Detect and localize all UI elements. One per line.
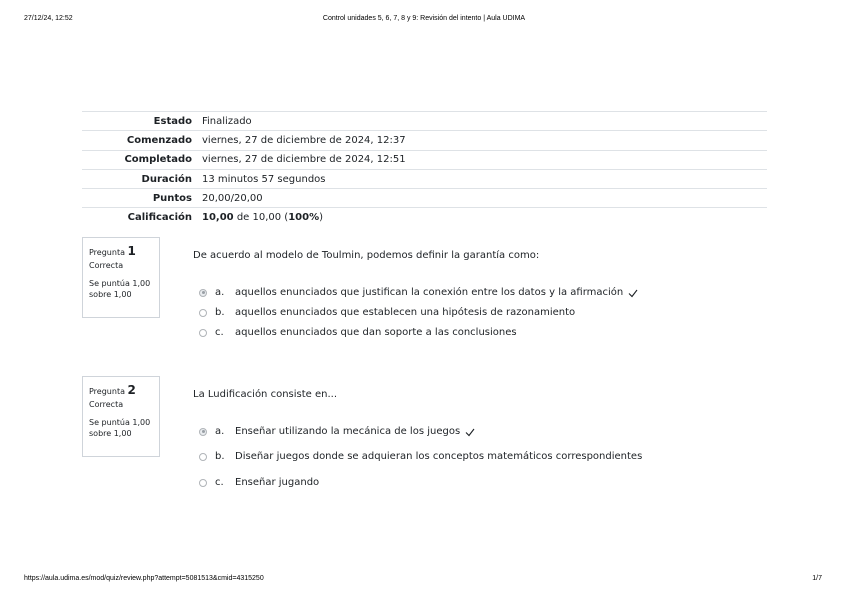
page-number: 1/7 (812, 575, 822, 582)
grade-percent: 100% (288, 212, 320, 224)
print-url: https://aula.udima.es/mod/quiz/review.php?attempt=5081513&cmid=4315250 (24, 575, 264, 582)
question-number (89, 244, 153, 258)
summary-value: Finalizado (202, 115, 252, 127)
check-icon (628, 288, 638, 298)
question-info-2 (82, 376, 160, 457)
summary-row-duracion (82, 169, 767, 188)
answer-option-1a[interactable] (199, 287, 638, 298)
answer-letter: a. (215, 287, 225, 298)
summary-label: Completado (124, 154, 192, 166)
grade-value: 10,00 (202, 212, 234, 224)
summary-value: viernes, 27 de diciembre de 2024, 12:37 (202, 134, 406, 146)
summary-row-calificacion (82, 208, 767, 227)
answer-letter: b. (215, 307, 225, 318)
summary-row-comenzado (82, 131, 767, 150)
summary-value (198, 208, 767, 227)
attempt-summary-table (82, 111, 767, 227)
question-number (89, 383, 153, 397)
answer-option-2c[interactable] (199, 477, 319, 488)
radio-checked-icon[interactable] (199, 289, 207, 297)
question-grade: Se puntúa 1,00 sobre 1,00 (89, 418, 151, 438)
question-grade: Se puntúa 1,00 sobre 1,00 (89, 279, 151, 299)
summary-label: Estado (153, 115, 192, 127)
grade-mid: de 10,00 ( (233, 212, 289, 224)
question-label: Pregunta (89, 248, 125, 257)
summary-label: Puntos (152, 192, 192, 204)
answer-option-2a[interactable] (199, 426, 475, 437)
question-number-value: 2 (127, 383, 136, 397)
radio-icon[interactable] (199, 479, 207, 487)
answer-option-1c[interactable] (199, 327, 517, 338)
radio-icon[interactable] (199, 309, 207, 317)
radio-checked-icon[interactable] (199, 428, 207, 436)
answer-letter: b. (215, 451, 225, 462)
grade-end: ) (319, 212, 324, 224)
answer-letter: c. (215, 477, 224, 488)
question-text-1: De acuerdo al modelo de Toulmin, podemos definir la garantía como: (193, 250, 540, 261)
summary-value: 20,00/20,00 (202, 192, 263, 204)
answer-option-1b[interactable] (199, 307, 575, 318)
summary-value: 13 minutos 57 segundos (202, 173, 326, 185)
radio-icon[interactable] (199, 453, 207, 461)
answer-text: aquellos enunciados que dan soporte a las conclusiones (235, 327, 517, 338)
answer-option-2b[interactable] (199, 451, 642, 462)
answer-text: aquellos enunciados que justifican la conexión entre los datos y la afirmación (235, 287, 624, 298)
print-datetime: 27/12/24, 12:52 (24, 15, 73, 22)
summary-label: Comenzado (126, 134, 192, 146)
answer-text: aquellos enunciados que establecen una hipótesis de razonamiento (235, 307, 576, 318)
check-icon (465, 427, 475, 437)
question-state: Correcta (89, 400, 124, 409)
summary-row-completado (82, 150, 767, 169)
answer-letter: c. (215, 327, 224, 338)
question-info-1 (82, 237, 160, 318)
radio-icon[interactable] (199, 329, 207, 337)
question-text-2: La Ludificación consiste en... (193, 389, 338, 400)
print-title: Control unidades 5, 6, 7, 8 y 9: Revisión del intento | Aula UDIMA (322, 15, 526, 22)
answer-text: Enseñar utilizando la mecánica de los juegos (235, 426, 461, 437)
question-number-value: 1 (127, 244, 136, 258)
summary-row-estado (82, 112, 767, 131)
summary-value: viernes, 27 de diciembre de 2024, 12:51 (202, 154, 406, 166)
answer-letter: a. (215, 426, 225, 437)
summary-label: Duración (141, 173, 192, 185)
answer-text: Diseñar juegos donde se adquieran los conceptos matemáticos correspondientes (235, 451, 643, 462)
summary-row-puntos (82, 189, 767, 208)
summary-label: Calificación (127, 212, 192, 224)
answer-text: Enseñar jugando (235, 477, 320, 488)
question-state: Correcta (89, 261, 124, 270)
question-label: Pregunta (89, 387, 125, 396)
